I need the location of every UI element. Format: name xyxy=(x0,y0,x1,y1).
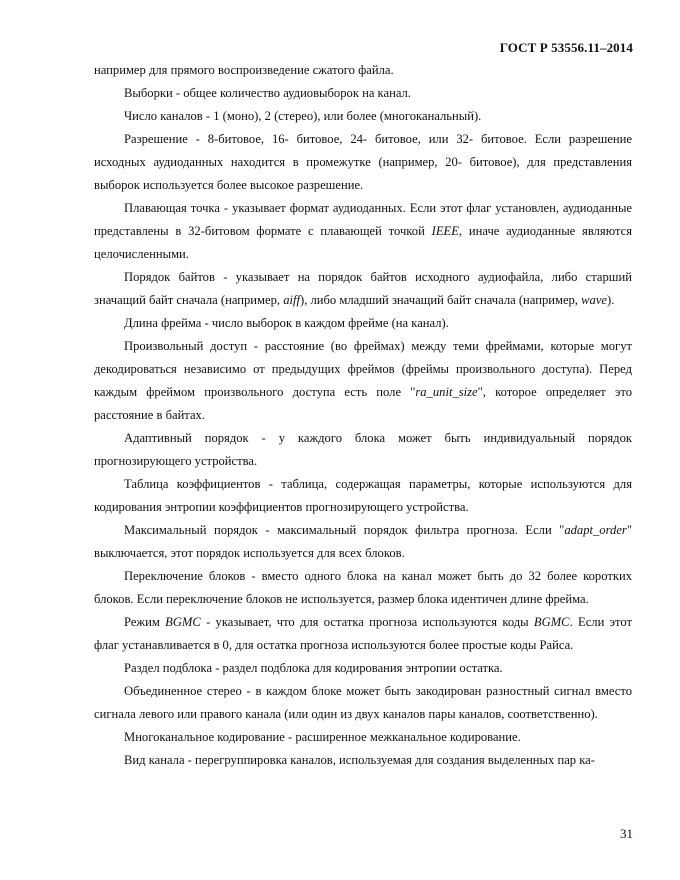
document-body xyxy=(94,59,632,772)
paragraph-subblock-partition: Раздел подблока - раздел подблока для кодирования энтропии остатка. xyxy=(124,661,503,675)
paragraph-block-switching: Переключение блоков - вместо одного блока на канал может быть до 32 более коротких блоков. Если переключение блоков не используется, размер блока идентичен длине фрейма. xyxy=(94,569,632,606)
document-code-header: ГОСТ Р 53556.11–2014 xyxy=(499,40,633,55)
paragraph-adaptive-order: Адаптивный порядок - у каждого блока может быть индивидуальный порядок прогнозирующего устройства. xyxy=(94,431,632,468)
paragraph-channel-sort: Вид канала - перегруппировка каналов, используемая для создания выделенных пар ка- xyxy=(124,753,595,767)
paragraph-bgmc-mode: Режим BGMC - указывает, что для остатка прогноза используются коды BGMC. Если этот флаг устанавливается в 0, для остатка прогноза используются более простые коды Райса. xyxy=(94,615,632,652)
paragraph-continuation: например для прямого воспроизведение сжатого файла. xyxy=(94,63,394,77)
paragraph-samples: Выборки - общее количество аудиовыборок на канал. xyxy=(124,86,411,100)
paragraph-coefficient-table: Таблица коэффициентов - таблица, содержащая параметры, которые используются для кодирования энтропии коэффициентов прогнозирующего устройства. xyxy=(94,477,632,514)
paragraph-multichannel-coding: Многоканальное кодирование - расширенное межканальное кодирование. xyxy=(124,730,521,744)
paragraph-channels: Число каналов - 1 (моно), 2 (стерео), или более (многоканальный). xyxy=(124,109,482,123)
page-number: 31 xyxy=(620,826,633,841)
paragraph-floating-point: Плавающая точка - указывает формат аудиоданных. Если этот флаг установлен, аудиоданные представлены в 32-битовом формате с плавающей точкой IEEE, иначе аудиоданные являются целочисленными. xyxy=(94,201,632,261)
paragraph-max-order: Максимальный порядок - максимальный порядок фильтра прогноза. Если "adapt_order" выключается, этот порядок используется для всех блоков. xyxy=(94,523,632,560)
paragraph-frame-length: Длина фрейма - число выборок в каждом фрейме (на канал). xyxy=(124,316,449,330)
paragraph-resolution: Разрешение - 8-битовое, 16- битовое, 24- битовое, или 32- битовое. Если разрешение исходных аудиоданных находится в промежутке (например, 20- битовое), для представления выборок используется более высокое разрешение. xyxy=(94,132,632,192)
paragraph-byte-order: Порядок байтов - указывает на порядок байтов исходного аудиофайла, либо старший значащий байт сначала (например, aiff), либо младший значащий байт сначала (например, wave). xyxy=(94,270,632,307)
paragraph-joint-stereo: Объединенное стерео - в каждом блоке может быть закодирован разностный сигнал вместо сигнала левого или правого канала (или один из двух каналов пары каналов, соответственно). xyxy=(94,684,632,721)
paragraph-random-access: Произвольный доступ - расстояние (во фреймах) между теми фреймами, которые могут декодироваться независимо от предыдущих фреймов (фреймы произвольного доступа). Перед каждым фреймом произвольного доступа есть поле "ra_unit_size", которое определяет это расстояние в байтах. xyxy=(94,339,633,422)
